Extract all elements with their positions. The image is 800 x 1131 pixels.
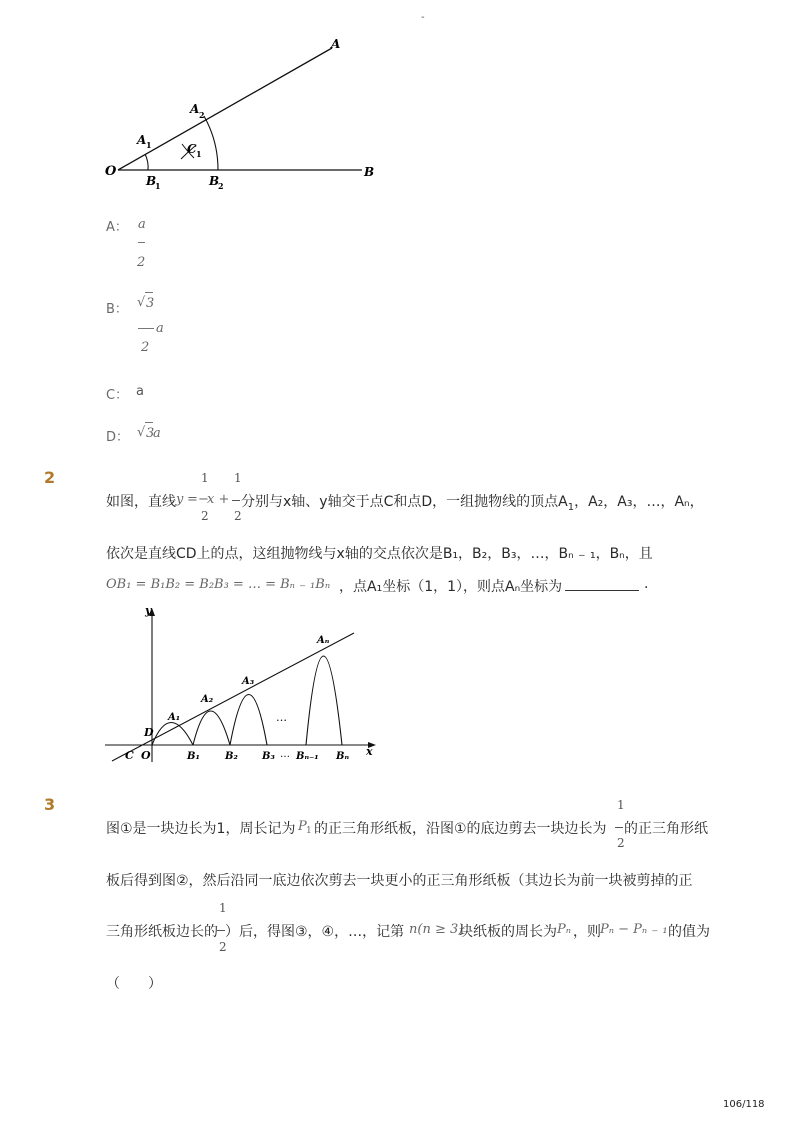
q2-line-2: 依次是直线CD上的点，这组抛物线与x轴的交点依次是B₁，B₂，B₃，…，Bₙ ₋ ₁，Bₙ，且 <box>106 546 653 562</box>
q2-frac2-bar <box>232 500 240 501</box>
q2-frac1-numerator: 1 <box>201 471 209 485</box>
option-d-var: a <box>153 426 161 441</box>
option-b-fraction-bar <box>138 328 154 329</box>
label-x-axis: x <box>366 745 373 758</box>
label-o: O <box>105 164 117 179</box>
q2-period: . <box>644 576 649 592</box>
label-a2: A <box>190 102 200 116</box>
q2-minus: − <box>198 492 209 507</box>
label-c: C <box>125 749 134 762</box>
q2-answer-blank[interactable] <box>565 576 639 591</box>
option-d-radicand: 3 <box>146 426 155 441</box>
q3-text-cut: 的正三角形纸板，沿图①的底边剪去一块边长为 <box>314 821 607 837</box>
q3-frac-numerator: 1 <box>617 798 625 812</box>
q3-text-value: 的值为 <box>668 924 710 940</box>
q2-text-coordinate: ，点A₁坐标（1，1），则点Aₙ坐标为 <box>339 579 563 595</box>
ray-oa <box>118 48 332 170</box>
option-c-label: C： <box>106 388 129 403</box>
q3-text-then: ，则 <box>573 924 601 940</box>
q3-text-half: 三角形纸板边长的 <box>106 924 218 940</box>
option-d-sqrt-sign: √ <box>137 425 146 440</box>
label-bn: Bₙ <box>336 751 350 762</box>
label-d: D <box>144 726 154 739</box>
label-a1-sub: 1 <box>146 140 152 150</box>
q2-frac2-numerator: 1 <box>234 471 242 485</box>
label-b2-sub: 2 <box>218 181 224 191</box>
question-2-number: 2 <box>44 468 56 487</box>
q3-frac2-denominator: 2 <box>219 940 227 954</box>
q3-p: P <box>298 819 307 834</box>
q3-condition: n(n ≥ 3) <box>409 922 464 937</box>
option-d-label: D： <box>106 430 130 445</box>
label-a1: A₁ <box>168 712 181 723</box>
label-a3: A₃ <box>242 676 255 687</box>
label-a2: A₂ <box>201 694 214 705</box>
option-a-fraction-bar <box>138 242 145 243</box>
label-c1: C <box>187 142 197 156</box>
q3-pn: Pₙ <box>557 922 572 937</box>
q3-frac2-numerator: 1 <box>219 901 227 915</box>
figure-angle-construction <box>100 32 390 197</box>
q3-text-intro: 图①是一块边长为1，周长记为 <box>106 821 296 837</box>
q3-text-triangle: 的正三角形纸 <box>624 821 708 837</box>
q2-x-plus: x + <box>207 492 230 507</box>
question-3-number: 3 <box>44 795 56 814</box>
label-y-axis: y <box>145 604 152 617</box>
q2-frac1-denominator: 2 <box>201 509 209 523</box>
q2-text-vertices-tail: ，A₂，A₃，…，Aₙ， <box>574 494 704 510</box>
option-a-numerator: a <box>138 217 146 232</box>
parabola-1 <box>152 723 193 746</box>
parabola-3 <box>230 695 267 746</box>
label-b1-sub: 1 <box>155 181 161 191</box>
label-b1: B <box>146 174 157 188</box>
label-b: B <box>364 165 375 179</box>
parabola-n <box>306 656 342 745</box>
option-b-vinculum <box>145 292 153 293</box>
option-b-denominator: 2 <box>141 340 150 355</box>
top-mark: - <box>421 12 425 23</box>
label-a2-sub: 2 <box>199 110 205 120</box>
figure-parabolas <box>100 600 380 770</box>
q3-difference: Pₙ − Pₙ ₋ ₁ <box>600 922 668 937</box>
option-a-label: A： <box>106 220 128 235</box>
label-a: A <box>331 37 341 51</box>
q3-line-2: 板后得到图②，然后沿同一底边依次剪去一块更小的正三角形纸板（其边长为前一块被剪掉的正 <box>106 873 693 889</box>
q2-text-intro: 如图，直线 <box>106 494 176 510</box>
line-cd <box>112 633 354 761</box>
q2-var-y: y <box>176 492 184 507</box>
parabola-2 <box>193 711 230 745</box>
q3-text-perimeter: 块纸板的周长为 <box>459 924 557 940</box>
page-number: 106/118 <box>723 1099 765 1110</box>
q3-frac-bar <box>615 827 623 828</box>
label-b3: B₃ <box>262 751 275 762</box>
large-arc <box>204 116 218 170</box>
q2-frac2-denominator: 2 <box>234 509 242 523</box>
label-dots-middle: … <box>276 711 287 724</box>
label-an: Aₙ <box>317 635 330 646</box>
label-bn-minus-1: Bₙ₋₁ <box>296 751 319 762</box>
label-a1: A <box>137 133 147 147</box>
label-b1: B₁ <box>187 751 200 762</box>
q3-answer-parentheses[interactable]: （ ） <box>106 976 162 992</box>
label-b2: B₂ <box>225 751 238 762</box>
label-o: O <box>141 749 151 762</box>
q3-p-sub: 1 <box>306 826 312 836</box>
small-arc <box>145 154 148 170</box>
q3-frac-denominator: 2 <box>617 836 625 850</box>
q3-frac2-bar <box>217 930 225 931</box>
label-c1-sub: 1 <box>196 149 202 159</box>
q2-equals: = <box>187 492 198 507</box>
label-dots-axis: … <box>280 749 290 760</box>
q2-text-intersections: 分别与x轴、y轴交于点C和点D，一组抛物线的顶点$A_1$，A₂，A₃，…，Aₙ， <box>241 494 704 513</box>
option-b-label: B： <box>106 302 128 317</box>
q3-text-figures: ）后，得图③，④，…，记第 <box>225 924 405 940</box>
option-b-sqrt-sign: √ <box>137 295 146 310</box>
q2-equal-segments: OB₁ = B₁B₂ = B₂B₃ = … = Bₙ ₋ ₁Bₙ <box>106 577 331 592</box>
label-b2: B <box>209 174 220 188</box>
option-b-var: a <box>156 321 164 336</box>
option-b-radicand: 3 <box>146 296 155 311</box>
option-d-vinculum <box>145 422 153 423</box>
option-c-value: a <box>136 384 144 399</box>
q2-text-intersections-main: 分别与x轴、y轴交于点C和点D，一组抛物线的顶点A <box>241 494 568 510</box>
option-a-denominator: 2 <box>137 255 146 270</box>
